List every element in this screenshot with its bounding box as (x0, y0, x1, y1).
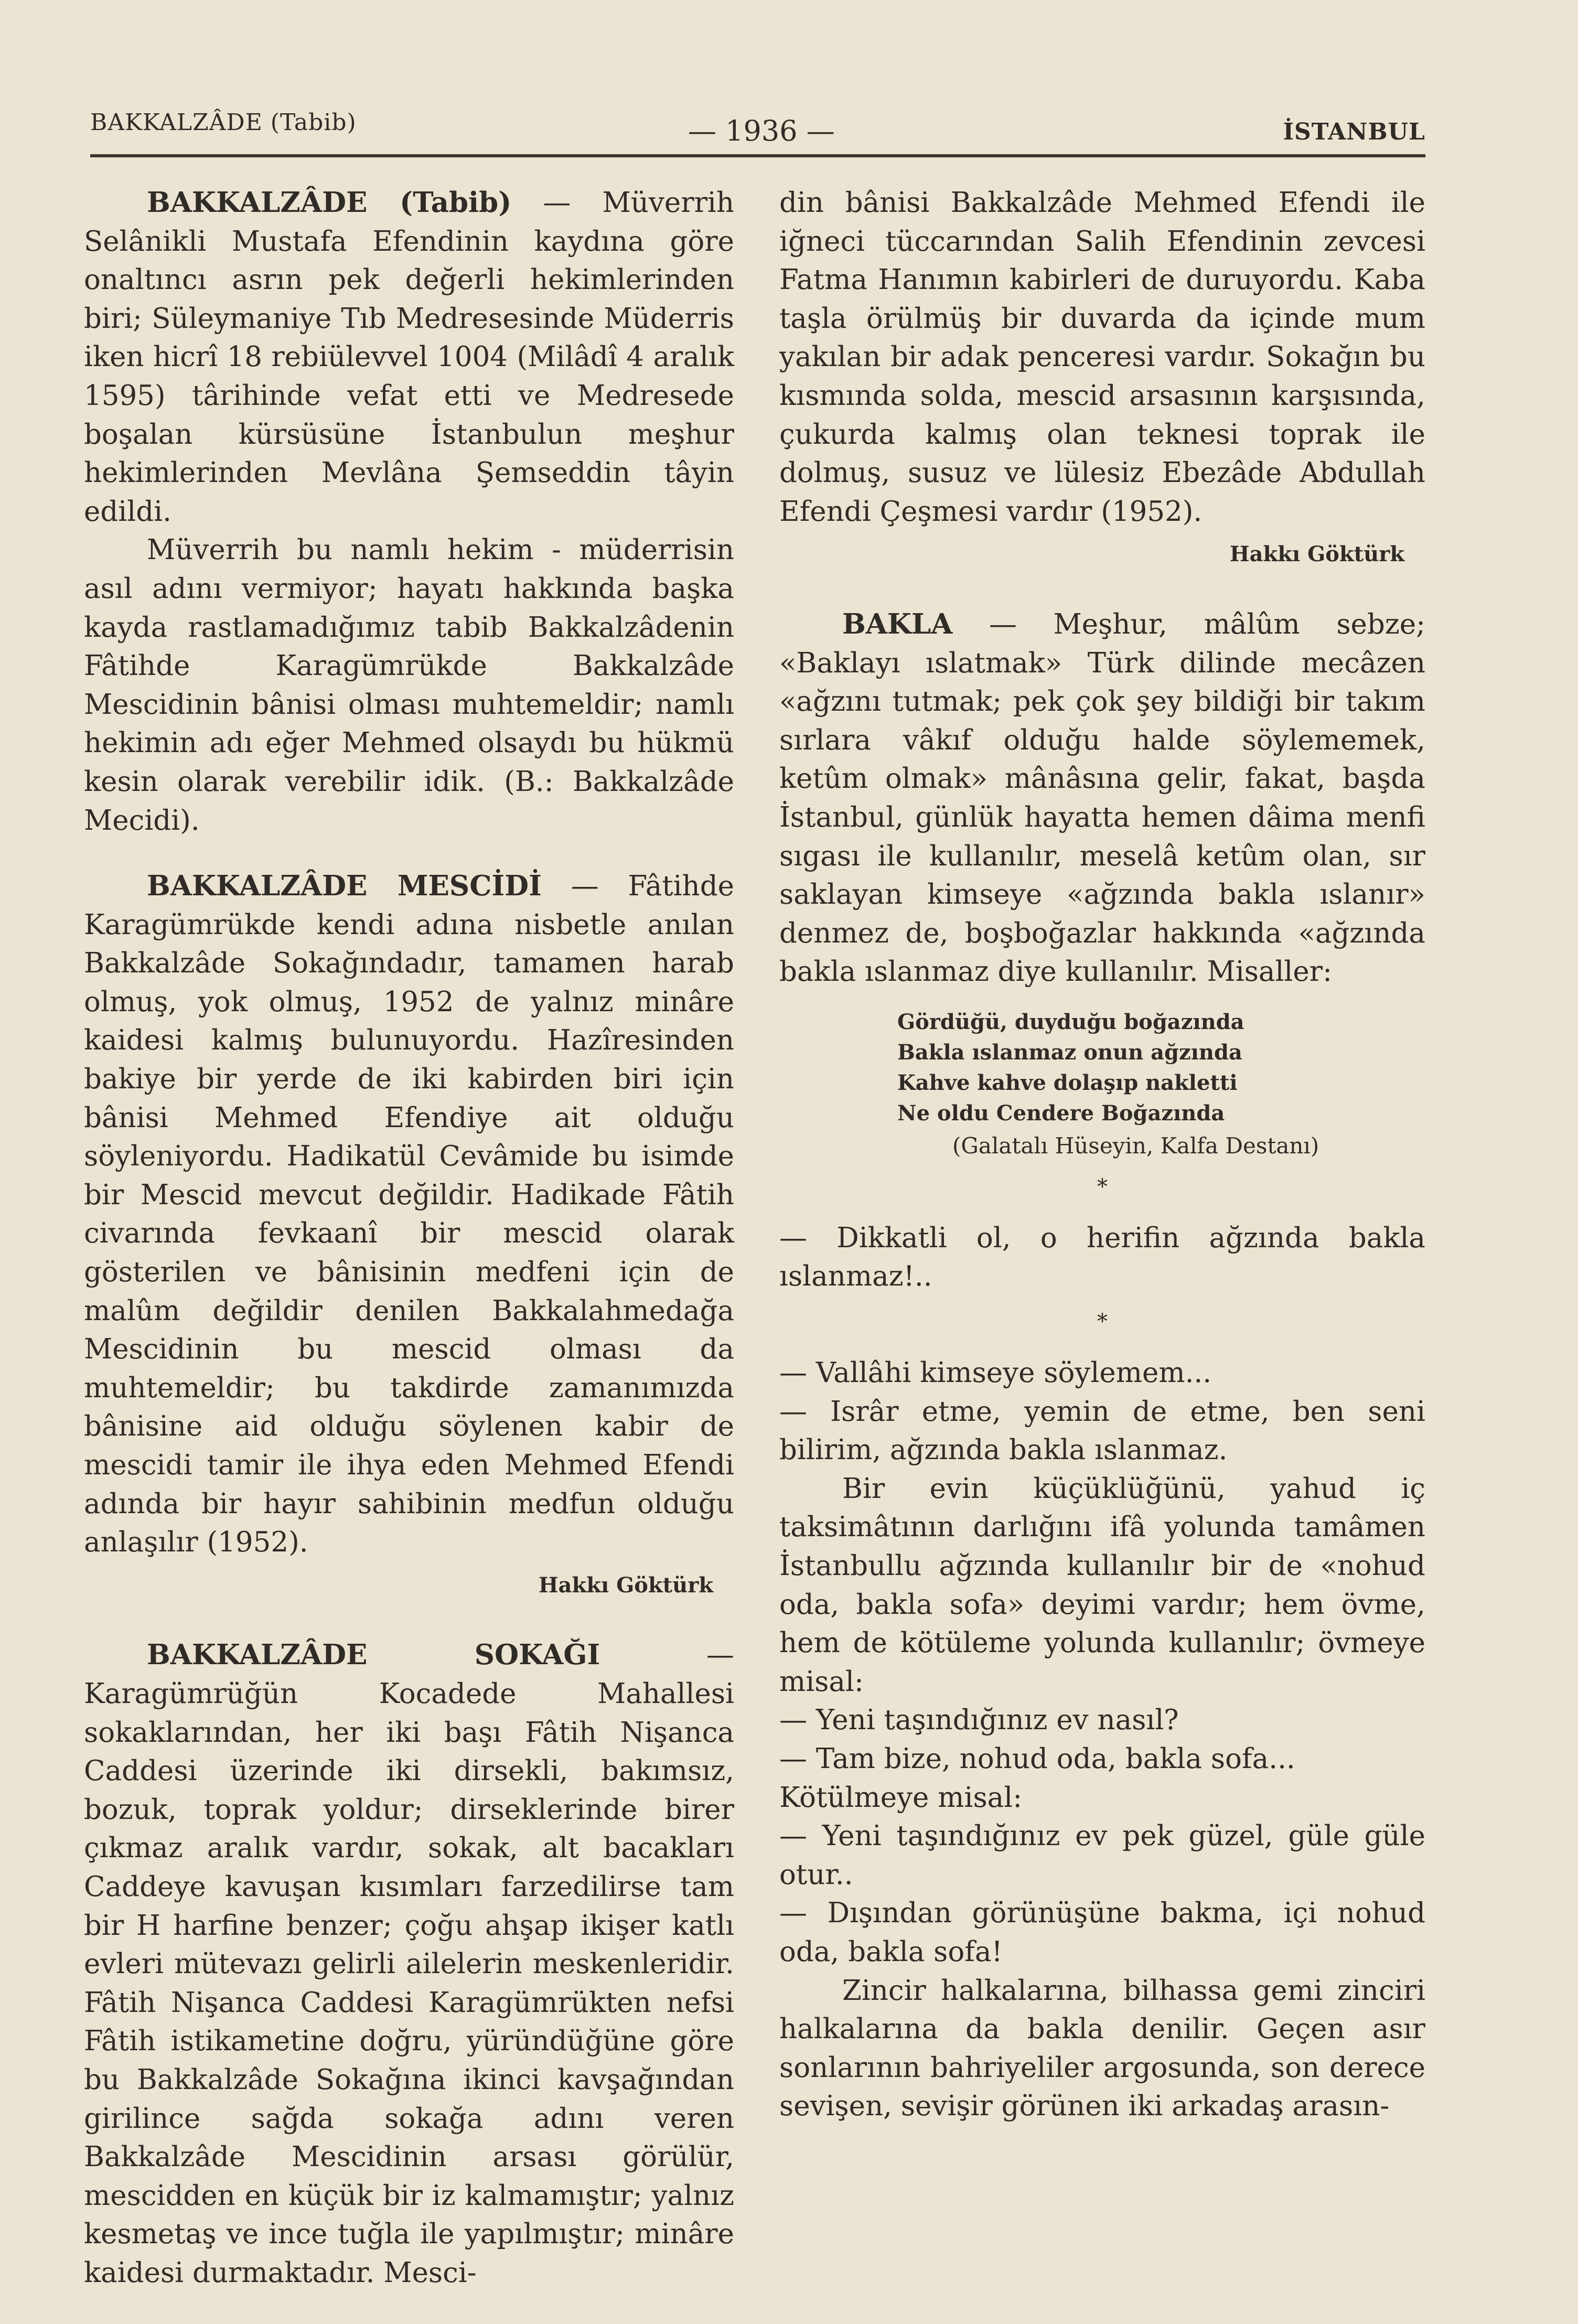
page-number: — 1936 — (688, 114, 835, 147)
entry-paragraph: Bir evin küçüklüğünü, yahud iç taksimâtının darlığını ifâ yolunda tamâmen İstanbullu ağzında kullanılır bir de «nohud oda, bakla sofa» deyimi vardır; hem övme, hem de kötüleme yolunda kullanılır; övmeye misal: (779, 1472, 1425, 1698)
entry-paragraph (84, 867, 734, 1562)
section-divider-star: * (1097, 1310, 1108, 1334)
verse-line: Ne oldu Cendere Boğazında (897, 1100, 1225, 1126)
example-line: — Isrâr etme, yemin de etme, ben seni bilirim, ağzında bakla ıslanmaz. (779, 1395, 1425, 1466)
entry-heading: BAKLA (842, 607, 953, 640)
dialogue-line: — Yeni taşındığınız ev pek güzel, güle güle otur.. (779, 1820, 1425, 1891)
author-signature: Hakkı Göktürk (538, 1572, 713, 1598)
verse-line: Gördüğü, duyduğu boğazında (897, 1009, 1244, 1034)
entry-bakla (779, 605, 1425, 2126)
right-column (779, 184, 1425, 2126)
author-signature: Hakkı Göktürk (1229, 542, 1404, 567)
entry-bakkalzade-tabib (84, 184, 734, 840)
entry-continuation (779, 184, 1425, 574)
verse-block (897, 1007, 1425, 1129)
verse-source: (Galatalı Hüseyin, Kalfa Destanı) (952, 1132, 1319, 1159)
entry-text: — Meşhur, mâlûm sebze; «Baklayı ıslatmak» Türk dilinde mecâzen «ağzını tutmak; pek çok şey bildiği bir takım sırlara vâkıf olduğu halde söylememek, ketûm olmak» mânâsına gelir, fakat, başda İstanbul, günlük hayatta hemen dâima menfi sıgası ile kullanılır, meselâ ketûm olan, sır saklayan kimseye «ağzında bakla ıslanır» denmez de, boşboğazlar hakkında «ağzında bakla ıslanmaz diye kullanılır. Misaller: (779, 608, 1425, 988)
entry-paragraph: Müverrih bu namlı hekim - müderrisin asıl adını vermiyor; hayatı hakkında başka kayda rastlamadığımız tabib Bakkalzâdenin Fâtihde Karagümrükde Bakkalzâde Mescidinin bânisi olması muhtemeldir; namlı hekimin adı eğer Mehmed olsaydı bu hükmü kesin olarak verebilir idik. (B.: Bakkalzâde Mecidi). (84, 534, 734, 837)
entry-bakkalzade-mescidi (84, 867, 734, 1604)
entry-bakkalzade-sokagi (84, 1636, 734, 2292)
spacer (84, 840, 734, 867)
entry-heading: BAKKALZÂDE SOKAĞI (147, 1638, 600, 1672)
entry-heading: BAKKALZÂDE (Tabib) (147, 186, 512, 219)
page-header (90, 103, 1425, 155)
running-head-left: BAKKALZÂDE (Tabib) (90, 109, 357, 136)
entry-paragraph: Zincir halkalarına, bilhassa gemi zinciri halkalarına da bakla denilir. Geçen asır sonlarının bahriyeliler argosunda, son derece sevişen, sevişir görünen iki arkadaş arasın- (779, 1974, 1425, 2123)
entry-paragraph (779, 605, 1425, 991)
entry-paragraph (84, 184, 734, 531)
entry-paragraph (84, 1636, 734, 2292)
example-line: — Dikkatli ol, o herifin ağzında bakla ıslanmaz!.. (779, 1222, 1425, 1293)
example-line: — Vallâhi kimseye söylemem... (779, 1357, 1212, 1389)
dialogue-line: — Yeni taşındığınız ev nasıl? (779, 1704, 1179, 1737)
entry-text: — Müverrih Selânikli Mustafa Efendinin kaydına göre onaltıncı asrın pek değerli hekimlerinden biri; Süleymaniye Tıb Medresesinde Müderris iken hicrî 18 rebiülevvel 1004 (Milâdî 4 aralık 1595) târihinde vefat etti ve Medresede boşalan kürsüsüne İstanbulun meşhur hekimlerinden Mevlâna Şemseddin tâyin edildi. (84, 187, 734, 528)
dialogue-line: Kötülmeye misal: (779, 1781, 1023, 1814)
entry-paragraph: din bânisi Bakkalzâde Mehmed Efendi ile iğneci tüccarından Salih Efendinin zevcesi Fatma Hanımın kabirleri de duruyordu. Kaba taşla örülmüş bir duvarda da içinde mum yakılan bir adak penceresi vardır. Sokağın bu kısmında solda, mescid arsasının karşısında, çukurda kalmış olan teknesi toprak ile dolmuş, susuz ve lülesiz Ebezâde Abdullah Efendi Çeşmesi vardır (1952). (779, 187, 1425, 528)
header-rule (90, 154, 1425, 157)
left-column (84, 184, 734, 2292)
running-head-right: İSTANBUL (1283, 119, 1425, 145)
dialogue-line: — Tam bize, nohud oda, bakla sofa... (779, 1743, 1295, 1775)
dialogue-line: — Dışından görünüşüne bakma, içi nohud oda, bakla sofa! (779, 1897, 1425, 1968)
verse-line: Kahve kahve dolaşıp nakletti (897, 1070, 1238, 1095)
verse-line: Bakla ıslanmaz onun ağzında (897, 1040, 1242, 1065)
entry-heading: BAKKALZÂDE MESCİDİ (147, 870, 542, 903)
entry-text: — Karagümrüğün Kocadede Mahallesi sokaklarından, her iki başı Fâtih Nişanca Caddesi üzerinde iki dirsekli, bakımsız, bozuk, toprak yoldur; dirseklerinde birer çıkmaz aralık vardır, sokak, alt bacakları Caddeye kavuşan kısımları farzedilirse tam bir H harfine benzer; çoğu ahşap ikişer katlı evleri mütevazı gelirli ailelerin meskenleridir. Fâtih Nişanca Caddesi Karagümrükten nefsi Fâtih istikametine doğru, yüründüğüne göre bu Bakkalzâde Sokağına ikinci kavşağından girilince sağda sokağa adını veren Bakkalzâde Mescidinin arsası görülür, mescidden en küçük bir iz kalmamıştır; yalnız kesmetaş ve ince tuğla ile yapılmıştır; minâre kaidesi durmaktadır. Mesci- (84, 1639, 734, 2289)
section-divider-star: * (1097, 1174, 1108, 1199)
entry-text: — Fâtihde Karagümrükde kendi adına nisbetle anılan Bakkalzâde Sokağındadır, tamamen harab olmuş, yok olmuş, 1952 de yalnız minâre kaidesi kalmış bulunuyordu. Hazîresinden bakiye bir yerde de iki kabirden biri için bânisi Mehmed Efendiye ait olduğu söyleniyordu. Hadikatül Cevâmide bu isimde bir Mescid mevcut değildir. Hadikade Fâtih civarında fevkaanî bir mescid olarak gösterilen ve bânisinin medfeni için de malûm değildir denilen Bakkalahmedağa Mescidinin bu mescid olması da muhtemeldir; bu takdirde zamanımızda bânisine aid olduğu söylenen kabir de mescidi tamir ile ihya eden Mehmed Efendi adında bir hayır sahibinin medfun olduğu anlaşılır (1952). (84, 870, 734, 1559)
